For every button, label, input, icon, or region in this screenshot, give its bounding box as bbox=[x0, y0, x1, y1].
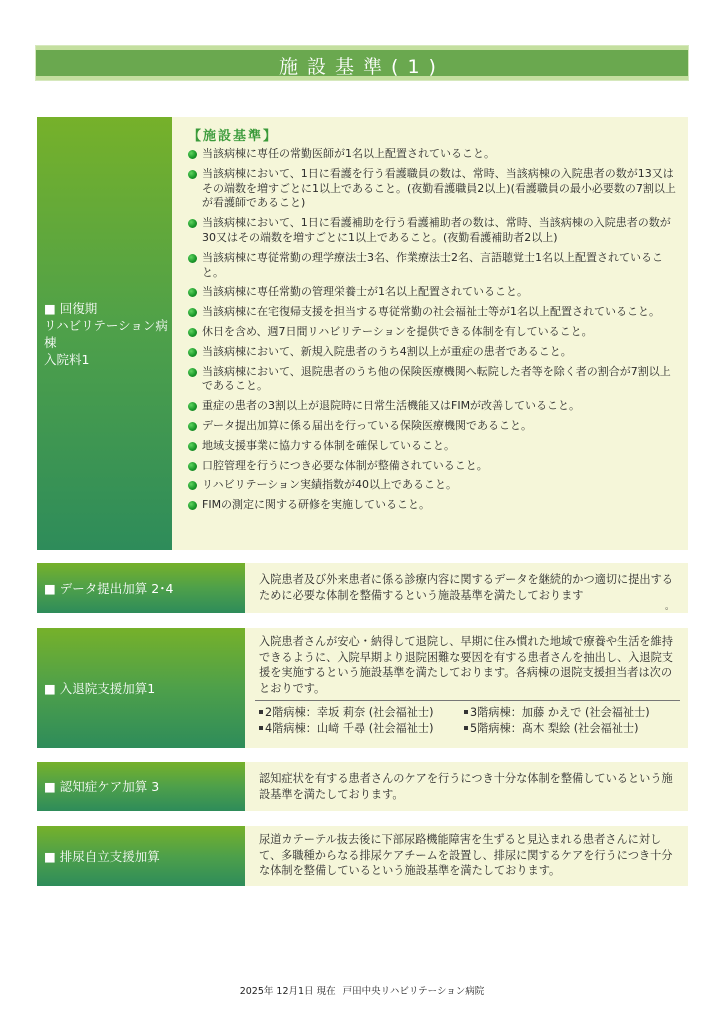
footer-hospital: 戸田中央リハビリテーション病院 bbox=[342, 986, 485, 997]
list-item: 休日を含め、週7日間リハビリテーションを提供できる体制を有していること。 bbox=[188, 325, 678, 340]
green-dot-icon bbox=[188, 254, 197, 263]
list-item: 当該病棟において、退院患者のうち他の保険医療機関へ転院した者等を除く者の割合が7割以上であること。 bbox=[188, 365, 678, 395]
page-title: 施設基準(1) bbox=[279, 56, 445, 78]
section-kaifukuki-rehab-ward bbox=[37, 117, 688, 550]
section-text: 入院患者さんが安心・納得して退院し、早期に住み慣れた地域で療養や生活を維持できるように、入院早期より退院困難な要因を有する患者さんを抽出し、入退院支援を実施するという施設基準を満たしております。各病棟の退院支援担当者は次のとおりです。 bbox=[259, 635, 673, 695]
section-text: 尿道カテーテル抜去後に下部尿路機能障害を生ずると見込まれる患者さんに対して、多職種からなる排尿ケアチームを設置し、排尿に関するケアを行うにつき十分な体制を整備しているという施設基準を満たしております。 bbox=[259, 833, 673, 877]
list-item: 当該病棟に専任の常勤医師が1名以上配置されていること。 bbox=[188, 147, 678, 162]
section-label bbox=[37, 117, 172, 550]
section-data-submission bbox=[37, 563, 688, 613]
section-label: ■ 排尿自立支援加算 bbox=[37, 826, 245, 886]
list-item: FIMの測定に関する研修を実施していること。 bbox=[188, 498, 678, 513]
list-item: 当該病棟に専従常勤の理学療法士3名、作業療法士2名、言語聴覚士1名以上配置されていること。 bbox=[188, 251, 678, 281]
section-text-trail: 。 bbox=[664, 602, 674, 612]
label-line: リハビリテーション病棟 bbox=[44, 317, 168, 350]
section-label: ■ データ提出加算 2･4 bbox=[37, 563, 245, 613]
staff-item: 4階病棟：山﨑 千尋 (社会福祉士) bbox=[259, 721, 464, 736]
staff-item: 2階病棟：幸坂 莉奈 (社会福祉士) bbox=[259, 705, 464, 720]
square-bullet-icon bbox=[259, 726, 263, 730]
footer bbox=[0, 983, 724, 997]
green-dot-icon bbox=[188, 368, 197, 377]
list-item: 重症の患者の3割以上が退院時に日常生活機能又はFIMが改善していること。 bbox=[188, 399, 678, 414]
green-dot-icon bbox=[188, 481, 197, 490]
square-bullet-icon bbox=[464, 710, 468, 714]
section-content bbox=[245, 563, 688, 613]
green-dot-icon bbox=[188, 170, 197, 179]
staff-item: 3階病棟：加藤 かえで (社会福祉士) bbox=[464, 705, 676, 720]
green-dot-icon bbox=[188, 288, 197, 297]
list-item: 当該病棟において、1日に看護補助を行う看護補助者の数は、常時、当該病棟の入院患者の数が30又はその端数を増すごとに1以上であること。(夜勤看護補助者2以上) bbox=[188, 216, 678, 246]
section-content bbox=[245, 826, 688, 886]
square-bullet-icon bbox=[259, 710, 263, 714]
list-item: データ提出加算に係る届出を行っている保険医療機関であること。 bbox=[188, 419, 678, 434]
label-line: 入院料1 bbox=[44, 351, 90, 367]
square-bullet-icon bbox=[464, 726, 468, 730]
green-dot-icon bbox=[188, 150, 197, 159]
green-dot-icon bbox=[188, 328, 197, 337]
list-item: 口腔管理を行うにつき必要な体制が整備されていること。 bbox=[188, 459, 678, 474]
green-dot-icon bbox=[188, 348, 197, 357]
green-dot-icon bbox=[188, 501, 197, 510]
criteria-list bbox=[188, 147, 678, 513]
list-item: 当該病棟において、1日に看護を行う看護職員の数は、常時、当該病棟の入院患者の数が13又はその端数を増すごとに1以上であること。(夜勤看護職員2以上)(看護職員の最小必要数の7割以上が看護師であること) bbox=[188, 167, 678, 211]
green-dot-icon bbox=[188, 402, 197, 411]
footer-date: 2025年 12月1日 現在 bbox=[239, 986, 336, 997]
list-item: 当該病棟に専任常勤の管理栄養士が1名以上配置されていること。 bbox=[188, 285, 678, 300]
green-dot-icon bbox=[188, 462, 197, 471]
section-label: ■ 入退院支援加算1 bbox=[37, 628, 245, 748]
section-dementia-care bbox=[37, 762, 688, 811]
list-item: リハビリテーション実績指数が40以上であること。 bbox=[188, 478, 678, 493]
green-dot-icon bbox=[188, 442, 197, 451]
label-line: 回復期 bbox=[59, 300, 98, 316]
section-content bbox=[245, 628, 688, 748]
divider bbox=[255, 700, 680, 701]
list-item: 当該病棟において、新規入院患者のうち4割以上が重症の患者であること。 bbox=[188, 345, 678, 360]
section-text: 入院患者及び外来患者に係る診療内容に関するデータを継続的かつ適切に提出するために必要な体制を整備するという施設基準を満たしております bbox=[259, 573, 673, 602]
section-discharge-support bbox=[37, 628, 688, 748]
green-dot-icon bbox=[188, 219, 197, 228]
section-text: 認知症状を有する患者さんのケアを行うにつき十分な体制を整備しているという施設基準を満たしております。 bbox=[259, 772, 673, 801]
section-label: ■ 認知症ケア加算 3 bbox=[37, 762, 245, 811]
criteria-heading: 【施設基準】 bbox=[188, 129, 279, 144]
section-content bbox=[245, 762, 688, 811]
square-bullet-icon: ■ bbox=[44, 300, 56, 316]
list-item: 地域支援事業に協力する体制を確保していること。 bbox=[188, 439, 678, 454]
staff-item: 5階病棟：髙木 梨絵 (社会福祉士) bbox=[464, 721, 676, 736]
green-dot-icon bbox=[188, 308, 197, 317]
section-content bbox=[172, 117, 688, 550]
section-urination-independence bbox=[37, 826, 688, 886]
green-dot-icon bbox=[188, 422, 197, 431]
list-item: 当該病棟に在宅復帰支援を担当する専従常勤の社会福祉士等が1名以上配置されていること。 bbox=[188, 305, 678, 320]
staff-list bbox=[259, 705, 676, 736]
page-title-banner bbox=[36, 46, 688, 80]
